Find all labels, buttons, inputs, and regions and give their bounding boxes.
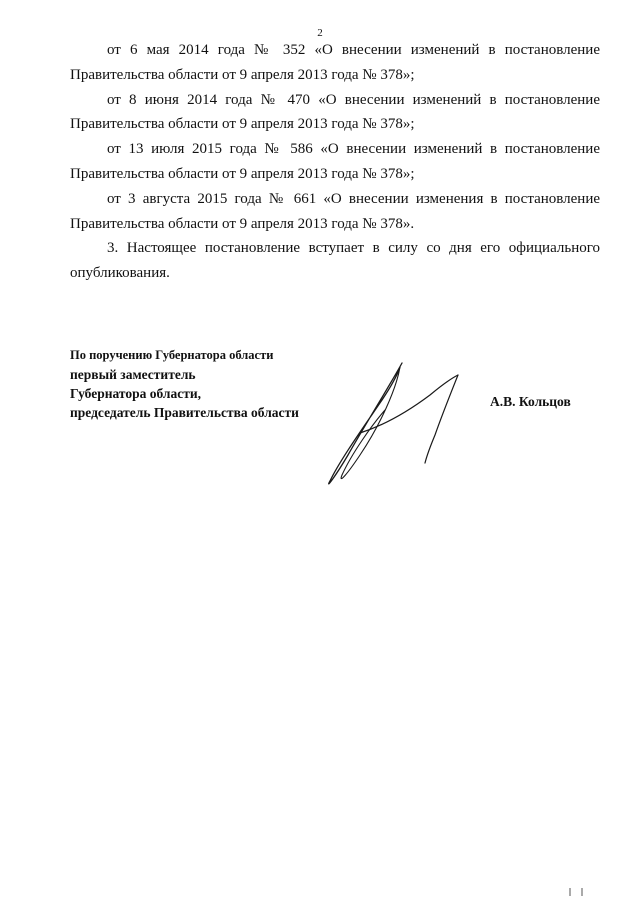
effective-date-paragraph: 3. Настоящее постановление вступает в силу со дня его официального опубликования. [70,240,600,282]
document-body [70,38,600,286]
signatory-name: А.В. Кольцов [490,394,571,409]
amendment-paragraph-1: от 6 мая 2014 года № 352 «О внесении изменений в постановление Правительства области от 9 апреля 2013 года № 378»; [70,42,600,83]
amendment-paragraph-4: от 3 августа 2015 года № 661 «О внесении изменения в постановление Правительства области от 9 апреля 2013 года № 378». [70,190,600,232]
signature-line-title-3: председатель Правительства области [70,405,299,420]
scan-marks-icon [568,887,588,897]
signature-line-authority: По поручению Губернатора области [70,348,274,362]
signature-line-title-2: Губернатора области, [70,386,201,401]
handwritten-signature [310,355,480,495]
signature-line-title-1: первый заместитель [70,367,196,382]
amendment-paragraph-2: от 8 июня 2014 года № 470 «О внесении изменений в постановление Правительства области от 9 апреля 2013 года № 378»; [70,91,600,133]
amendment-paragraph-3: от 13 июля 2015 года № 586 «О внесении изменений в постановление Правительства области от 9 апреля 2013 года № 378»; [70,141,600,182]
page-number: 2 [317,27,323,39]
